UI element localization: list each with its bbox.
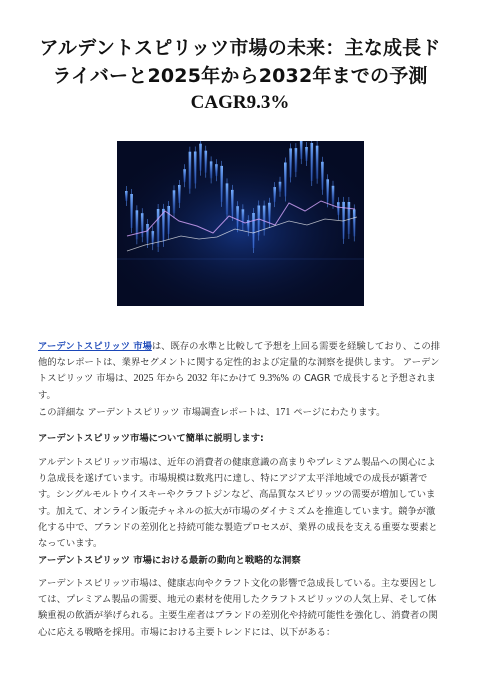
intro-text-b: 年から: [153, 373, 188, 385]
intro-year-end: 2032: [187, 373, 208, 385]
section-heading-trends: アーデントスピリッツ 市場における最新の動向と戦略的な洞察: [38, 555, 301, 566]
title-line-3: CAGR9.3%: [190, 92, 290, 113]
intro-text-c: 年にかけて: [207, 373, 260, 385]
title-line-1: アルデントスピリッツ市場の未来：主な成長ド: [39, 37, 441, 59]
title-line-2: ライバーと2025年から2032年までの予測: [52, 65, 428, 87]
section-body-overview: アルデントスピリッツ市場は、近年の消費者の健康意識の高まりやプレミアム製品への関心により急成長を遂げています。市場規模は数兆円に達し、特にアジア太平洋地域での成長が顕著です。シングルモルトウイスキーやクラフトジンなど、高品質なスピリッツの需要が増加しています。加えて、オンライン販売チャネルの拡大が市場のダイナミズムを推進しています。競争が激化する中で、ブランドの差別化と持続可能な製造プロセスが、業界の成長を支える重要な要素となっています。: [38, 457, 438, 550]
pages-note: [38, 405, 443, 421]
section-body-trends: アーデントスピリッツ市場は、健康志向やクラフト文化の影響で急成長している。主な要因としては、プレミアム製品の需要、地元の素材を使用したクラフトスピリッツの人気上昇、そして体験重視の飲酒が挙げられる。主要生産者はブランドの差別化や持続可能性を強化し、消費者の関心に応える戦略を採用。市場における主要トレンドには、以下がある：: [38, 578, 438, 638]
document-title: [30, 34, 450, 116]
intro-cagr: 9.3%%: [259, 373, 289, 385]
pages-note-text-a: この詳細な アーデントスピリッツ 市場調査レポートは、: [38, 407, 276, 418]
financial-chart-image: [117, 141, 364, 306]
intro-text-d: の CAGR で成長すると予想されます。: [38, 373, 436, 401]
pages-note-text-b: ページにわたります。: [290, 407, 386, 418]
intro-text-a: は、既存の水準と比較して予想を上回る需要を経験しており、この排他的なレポートは、業界セグメントに関する定性的および定量的な洞察を提供します。 アーデントスピリッツ 市場は、: [38, 341, 441, 385]
section-heading-overview: アーデントスピリッツ市場について簡単に説明します:: [38, 433, 264, 444]
pages-count: 171: [275, 407, 291, 418]
market-link[interactable]: アーデントスピリッツ 市場: [38, 341, 152, 352]
intro-paragraph: [38, 339, 443, 404]
intro-year-start: 2025: [133, 373, 154, 385]
chart-graphic: [117, 141, 364, 306]
